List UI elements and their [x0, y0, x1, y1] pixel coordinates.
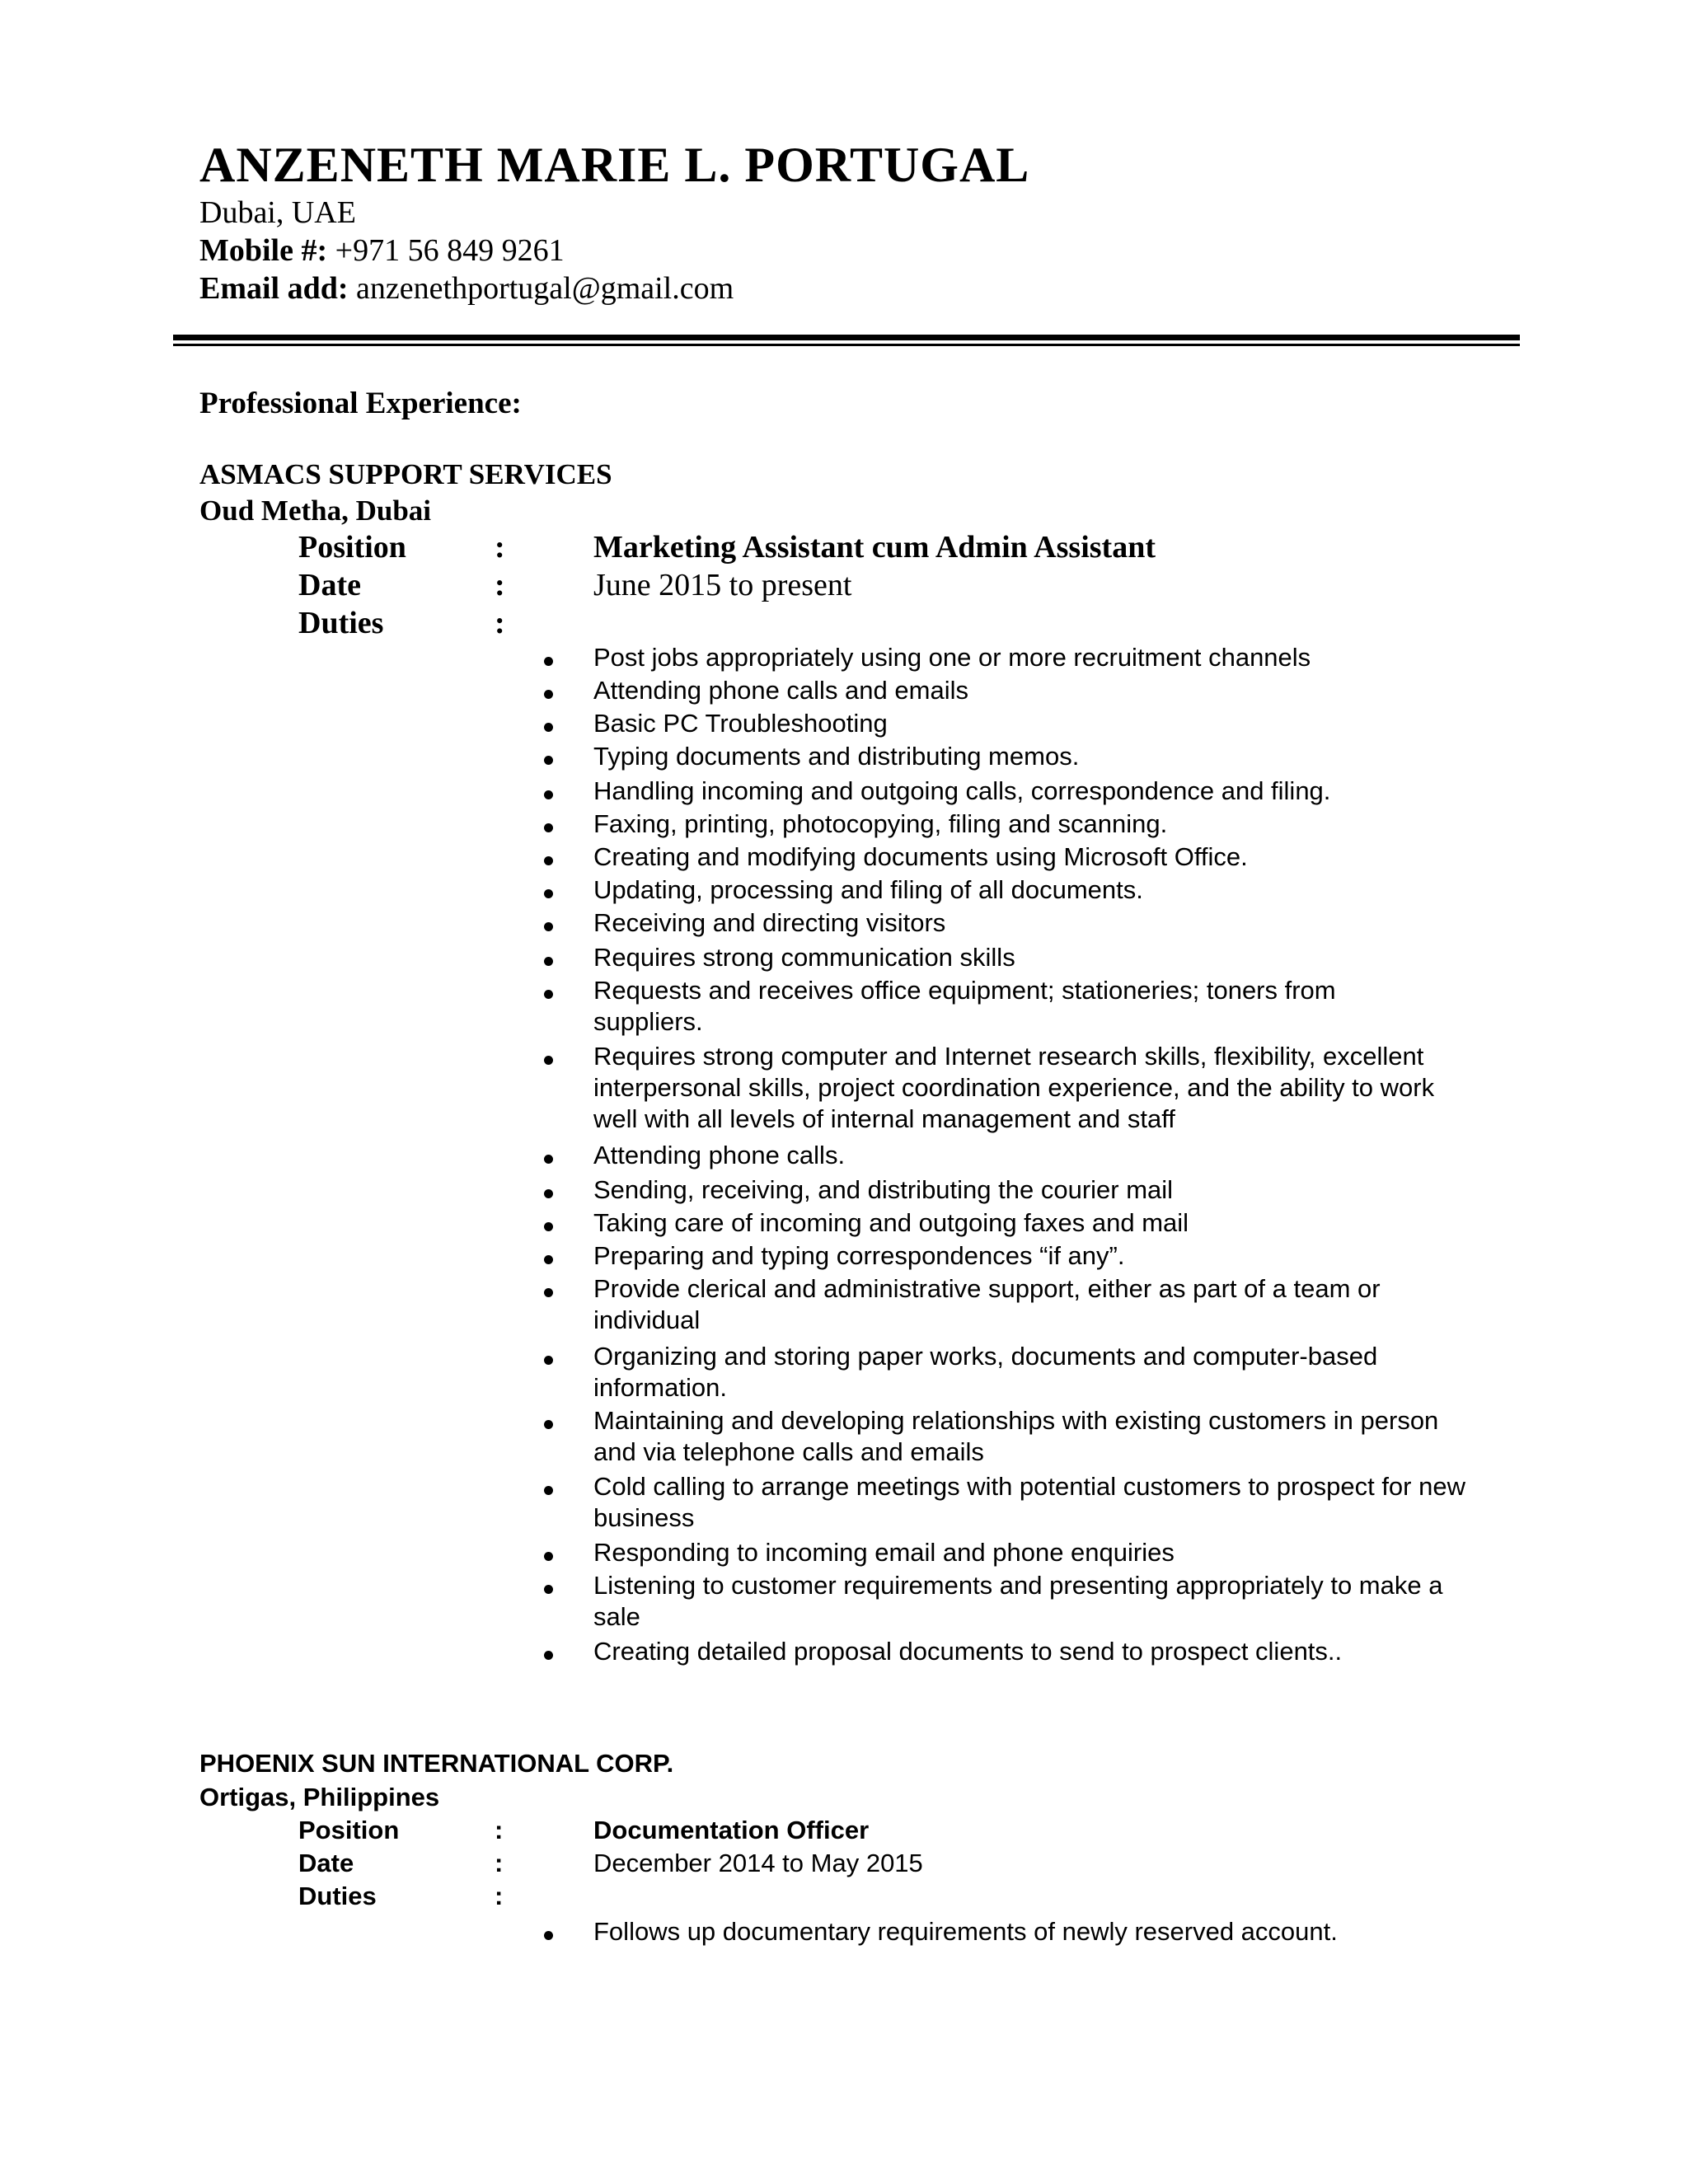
job-1-duty: Requires strong communication skills — [593, 943, 1015, 972]
bullet-dot — [544, 657, 553, 666]
job-2-position: Documentation Officer — [593, 1816, 870, 1844]
bullet-dot — [544, 756, 553, 765]
job-1-duty: Organizing and storing paper works, documents and computer-based information. — [593, 1342, 1378, 1402]
job-2-date-label: Date — [298, 1849, 354, 1877]
job-2-duty: Follows up documentary requirements of newly reserved account. — [593, 1917, 1338, 1946]
job-1-duty: Typing documents and distributing memos. — [593, 742, 1080, 771]
bullet-dot — [544, 723, 553, 732]
job-1-location: Oud Metha, Dubai — [199, 494, 432, 527]
job-1-position-label: Position — [298, 530, 406, 565]
bullet-dot — [544, 1420, 553, 1429]
job-2-duties-label: Duties — [298, 1882, 377, 1910]
job-1-duty: Requires strong computer and Internet research skills, flexibility, excellent interpersonal skills, project coordination experience, and the ability to work well with all levels of internal management and staff — [593, 1042, 1435, 1133]
job-1-duty: Cold calling to arrange meetings with potential customers to prospect for new business — [593, 1472, 1465, 1532]
mobile-value: +971 56 849 9261 — [327, 233, 565, 268]
job-2-position-colon: : — [495, 1816, 504, 1844]
header-rule-thin — [173, 344, 1520, 346]
job-1-duty: Attending phone calls and emails — [593, 676, 968, 705]
bullet-dot — [544, 1222, 553, 1231]
email-value: anzenethportugal@gmail.com — [348, 271, 734, 306]
bullet-dot — [544, 790, 553, 799]
bullet-dot — [544, 1552, 553, 1561]
job-1-date-label: Date — [298, 568, 361, 602]
job-1-duty: Receiving and directing visitors — [593, 908, 946, 937]
job-2-position-label: Position — [298, 1816, 400, 1844]
mobile-label: Mobile #: — [199, 233, 328, 268]
job-2-date-colon: : — [495, 1849, 504, 1877]
mobile-line — [199, 232, 565, 269]
location: Dubai, UAE — [199, 195, 356, 230]
section-title: Professional Experience: — [199, 387, 522, 420]
job-1-position: Marketing Assistant cum Admin Assistant — [593, 530, 1156, 565]
bullet-dot — [544, 1356, 553, 1365]
job-1-duty: Post jobs appropriately using one or more recruitment channels — [593, 643, 1311, 672]
job-2-date: December 2014 to May 2015 — [593, 1849, 923, 1877]
job-1-duty: Handling incoming and outgoing calls, correspondence and filing. — [593, 776, 1331, 805]
bullet-dot — [544, 1255, 553, 1264]
job-1-duty: Taking care of incoming and outgoing faxes and mail — [593, 1208, 1189, 1237]
job-1-duty: Creating and modifying documents using Microsoft Office. — [593, 842, 1248, 871]
job-1-duty: Sending, receiving, and distributing the courier mail — [593, 1175, 1174, 1204]
bullet-dot — [544, 1056, 553, 1065]
job-1-duty: Listening to customer requirements and presenting appropriately to make a sale — [593, 1571, 1443, 1631]
bullet-dot — [544, 922, 553, 931]
bullet-dot — [544, 1189, 553, 1198]
email-label: Email add: — [199, 271, 349, 306]
candidate-name: ANZENETH MARIE L. PORTUGAL — [199, 138, 1030, 192]
bullet-dot — [544, 1486, 553, 1495]
job-2-location: Ortigas, Philippines — [199, 1783, 440, 1811]
bullet-dot — [544, 856, 553, 865]
bullet-dot — [544, 690, 553, 699]
job-1-duties-colon: : — [495, 606, 505, 640]
job-1-duty: Basic PC Troubleshooting — [593, 709, 888, 738]
job-1-duty: Creating detailed proposal documents to send to prospect clients.. — [593, 1637, 1343, 1666]
bullet-dot — [544, 823, 553, 832]
job-1-duty: Attending phone calls. — [593, 1141, 846, 1169]
job-2-company: PHOENIX SUN INTERNATIONAL CORP. — [199, 1749, 674, 1778]
job-1-duty: Responding to incoming email and phone enquiries — [593, 1538, 1175, 1567]
job-1-company: ASMACS SUPPORT SERVICES — [199, 458, 612, 490]
bullet-dot — [544, 957, 553, 966]
bullet-dot — [544, 1288, 553, 1297]
job-1-duties-label: Duties — [298, 606, 384, 640]
bullet-dot — [544, 1931, 553, 1940]
job-2-duties-colon: : — [495, 1882, 504, 1910]
job-1-duty: Maintaining and developing relationships with existing customers in person and via telephone calls and emails — [593, 1406, 1439, 1466]
job-1-duty: Provide clerical and administrative support, either as part of a team or individual — [593, 1274, 1381, 1334]
bullet-dot — [544, 990, 553, 999]
header-rule-thick — [173, 335, 1520, 340]
job-1-date-colon: : — [495, 568, 505, 602]
job-1-position-colon: : — [495, 530, 505, 565]
job-1-duty: Faxing, printing, photocopying, filing and scanning. — [593, 809, 1168, 838]
job-1-duty: Updating, processing and filing of all documents. — [593, 875, 1143, 904]
bullet-dot — [544, 1155, 553, 1164]
job-1-duty: Preparing and typing correspondences “if any”. — [593, 1241, 1125, 1270]
job-1-date: June 2015 to present — [593, 568, 852, 602]
job-1-duty: Requests and receives office equipment; stationeries; toners from suppliers. — [593, 976, 1336, 1036]
bullet-dot — [544, 1651, 553, 1660]
email-line — [199, 270, 734, 307]
bullet-dot — [544, 1585, 553, 1594]
bullet-dot — [544, 889, 553, 898]
